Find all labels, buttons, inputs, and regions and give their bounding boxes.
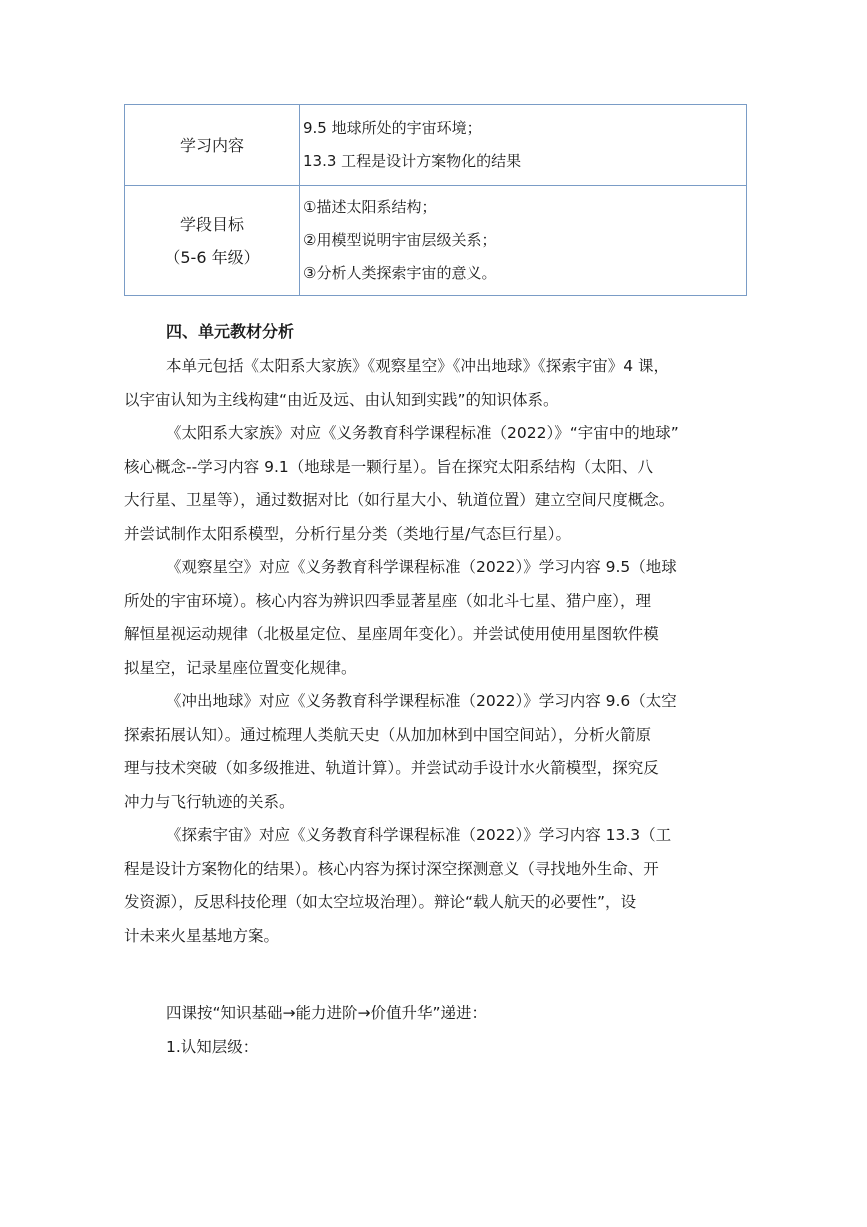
- table-row: [125, 186, 747, 296]
- table-content-line: 9.5 地球所处的宇宙环境；: [303, 119, 482, 137]
- table-content-line: ②用模型说明宇宙层级关系；: [303, 231, 497, 249]
- table-label-cell: [125, 105, 300, 186]
- paragraph-line: 1.认知层级：: [166, 1037, 259, 1056]
- paragraph-line: 《冲出地球》对应《义务教育科学课程标准（2022）》学习内容 9.6（太空: [166, 692, 677, 710]
- paragraph: [124, 819, 754, 953]
- paragraph-line: 《太阳系大家族》对应《义务教育科学课程标准（2022）》“宇宙中的地球”: [166, 424, 679, 442]
- paragraph-line: 计未来火星基地方案。: [124, 926, 280, 945]
- table-content-line: ③分析人类探索宇宙的意义。: [303, 264, 497, 282]
- paragraph-line: 《观察星空》对应《义务教育科学课程标准（2022）》学习内容 9.5（地球: [166, 558, 677, 576]
- paragraph-line: 以宇宙认知为主线构建“由近及远、由认知到实践”的知识体系。: [124, 390, 559, 409]
- table-label-text: （5-6 年级）: [164, 247, 260, 267]
- paragraph: [124, 685, 754, 819]
- paragraph-line: 发资源），反思科技伦理（如太空垃圾治理）。辩论“载人航天的必要性”，设: [124, 893, 637, 911]
- table-row: [125, 105, 747, 186]
- paragraph-line: 四课按“知识基础→能力进阶→价值升华”递进：: [166, 1004, 488, 1022]
- table-label-text: 学段目标: [179, 214, 244, 234]
- section-heading: 四、单元教材分析: [166, 322, 295, 341]
- table-content-cell: [300, 186, 747, 296]
- table-content-cell: [300, 105, 747, 186]
- paragraph-line: 并尝试制作太阳系模型，分析行星分类（类地行星/气态巨行星）。: [124, 524, 571, 543]
- paragraph-line: 拟星空，记录星座位置变化规律。: [124, 658, 357, 677]
- paragraph: [124, 350, 754, 417]
- curriculum-standard-table: [124, 104, 747, 296]
- paragraph-line: 大行星、卫星等），通过数据对比（如行星大小、轨道位置）建立空间尺度概念。: [124, 491, 675, 509]
- paragraph-line: 程是设计方案物化的结果）。核心内容为探讨深空探测意义（寻找地外生命、开: [124, 859, 659, 878]
- paragraph-line: 所处的宇宙环境）。核心内容为辨识四季显著星座（如北斗七星、猎户座），理: [124, 591, 652, 610]
- table-content-line: ①描述太阳系结构；: [303, 198, 437, 216]
- paragraph-line: 理与技术突破（如多级推进、轨道计算）。并尝试动手设计水火箭模型，探究反: [124, 759, 659, 777]
- paragraph-line: 解恒星视运动规律（北极星定位、星座周年变化）。并尝试使用使用星图软件模: [124, 625, 659, 643]
- paragraph-line: 探索拓展认知）。通过梳理人类航天史（从加加林到中国空间站），分析火箭原: [124, 725, 652, 744]
- paragraph-line: 《探索宇宙》对应《义务教育科学课程标准（2022）》学习内容 13.3（工: [166, 826, 672, 844]
- table-content-line: 13.3 工程是设计方案物化的结果: [303, 152, 522, 170]
- paragraph: [124, 417, 754, 551]
- paragraph-line: 冲力与飞行轨迹的关系。: [124, 792, 295, 811]
- paragraph-line: 本单元包括《太阳系大家族》《观察星空》《冲出地球》《探索宇宙》4 课，: [166, 357, 670, 375]
- paragraph: [124, 997, 754, 1064]
- table-label-text: 学习内容: [179, 135, 244, 155]
- paragraph-line: 核心概念--学习内容 9.1（地球是一颗行星）。旨在探究太阳系结构（太阳、八: [124, 457, 654, 476]
- table-label-cell: [125, 186, 300, 296]
- paragraph: [124, 551, 754, 685]
